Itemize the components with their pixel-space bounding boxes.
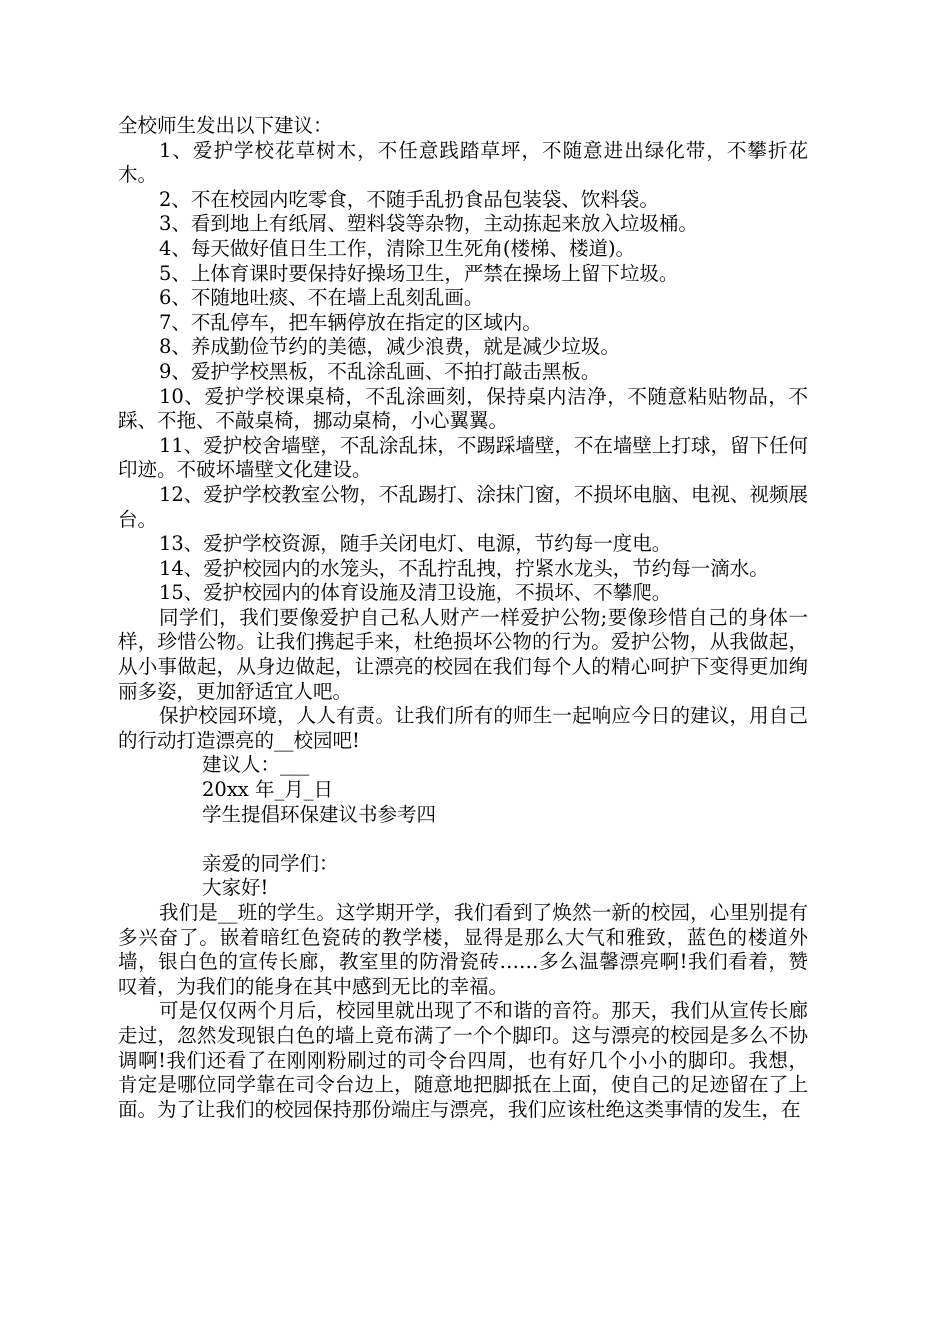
suggestion-item-8: 8、养成勤俭节约的美德，减少浪费，就是减少垃圾。 — [158, 335, 620, 359]
suggestion-item-1: 1、爱护学校花草树木，不任意践踏草坪，不随意进出绿化带，不攀折花木。 — [118, 138, 808, 187]
suggestion-item-3: 3、看到地上有纸屑、塑料袋等杂物，主动拣起来放入垃圾桶。 — [158, 212, 698, 236]
suggestion-item-9: 9、爱护学校黑板，不乱涂乱画、不拍打敲击黑板。 — [158, 359, 601, 383]
suggestion-item-15: 15、爱护校园内的体育设施及清卫设施，不损坏、不攀爬。 — [158, 581, 672, 605]
suggestion-item-14: 14、爱护校园内的水笼头，不乱拧乱拽，拧紧水龙头，节约每一滴水。 — [158, 556, 769, 580]
suggestion-item-5: 5、上体育课时要保持好操场卫生，严禁在操场上留下垃圾。 — [158, 261, 679, 285]
suggestion-item-7: 7、不乱停车，把车辆停放在指定的区域内。 — [158, 310, 542, 334]
closing-paragraph: 保护校园环境，人人有责。让我们所有的师生一起响应今日的建议，用自己的行动打造漂亮的__校园吧! — [118, 704, 808, 752]
blank-line — [118, 827, 808, 852]
signature-line: 建议人：___ — [202, 753, 310, 777]
suggestion-item-2: 2、不在校园内吃零食，不随手乱扔食品包装袋、饮料袋。 — [158, 187, 659, 211]
suggestion-item-10: 10、爱护学校课桌椅，不乱涂画刻，保持桌内洁净，不随意粘贴物品，不踩、不拖、不敲桌椅，挪动桌椅，小心翼翼。 — [118, 384, 808, 433]
greeting: 大家好! — [202, 876, 269, 900]
section-title: 学生提倡环保建议书参考四 — [202, 802, 437, 826]
suggestion-item-11: 11、爱护校舍墙壁，不乱涂乱抹，不踢踩墙壁，不在墙壁上打球，留下任何印迹。不破坏墙壁文化建设。 — [118, 433, 808, 482]
intro-line: 全校师生发出以下建议： — [118, 114, 333, 137]
appeal-paragraph: 同学们，我们要像爱护自己私人财产一样爱护公物;要像珍惜自己的身体一样，珍惜公物。让我们携起手来，杜绝损坏公物的行为。爱护公物，从我做起，从小事做起，从身边做起，让漂亮的校园在我们每个人的精心呵护下变得更加绚丽多姿，更加舒适宜人吧。 — [118, 605, 808, 703]
body-paragraph-1: 我们是__班的学生。这学期开学，我们看到了焕然一新的校园，心里别提有多兴奋了。嵌着暗红色瓷砖的教学楼，显得是那么大气和雅致，蓝色的楼道外墙，银白色的宣传长廊，教室里的防滑瓷砖……多么温馨漂亮啊!我们看着，赞叹着，为我们的能身在其中感到无比的幸福。 — [118, 901, 808, 998]
body-paragraph-2: 可是仅仅两个月后，校园里就出现了不和谐的音符。那天，我们从宣传长廊走过，忽然发现银白色的墙上竟布满了一个个脚印。这与漂亮的校园是多么不协调啊!我们还看了在刚刚粉刷过的司令台四周，也有好几个小小的脚印。我想，肯定是哪位同学靠在司令台边上，随意地把脚抵在上面，使自己的足迹留在了上面。为了让我们的校园保持那份端庄与漂亮，我们应该杜绝这类事情的发生，在 — [118, 999, 808, 1121]
salutation: 亲爱的同学们： — [202, 851, 339, 875]
suggestion-item-12: 12、爱护学校教室公物，不乱踢打、涂抹门窗，不损坏电脑、电视、视频展台。 — [118, 482, 808, 531]
document-body — [118, 114, 808, 1122]
suggestion-item-13: 13、爱护学校资源，随手关闭电灯、电源，节约每一度电。 — [158, 532, 672, 556]
date-line: 20xx 年_月_日 — [202, 778, 334, 802]
suggestion-item-4: 4、每天做好值日生工作，清除卫生死角(楼梯、楼道)。 — [158, 236, 636, 260]
suggestion-item-6: 6、不随地吐痰、不在墙上乱刻乱画。 — [158, 286, 484, 310]
